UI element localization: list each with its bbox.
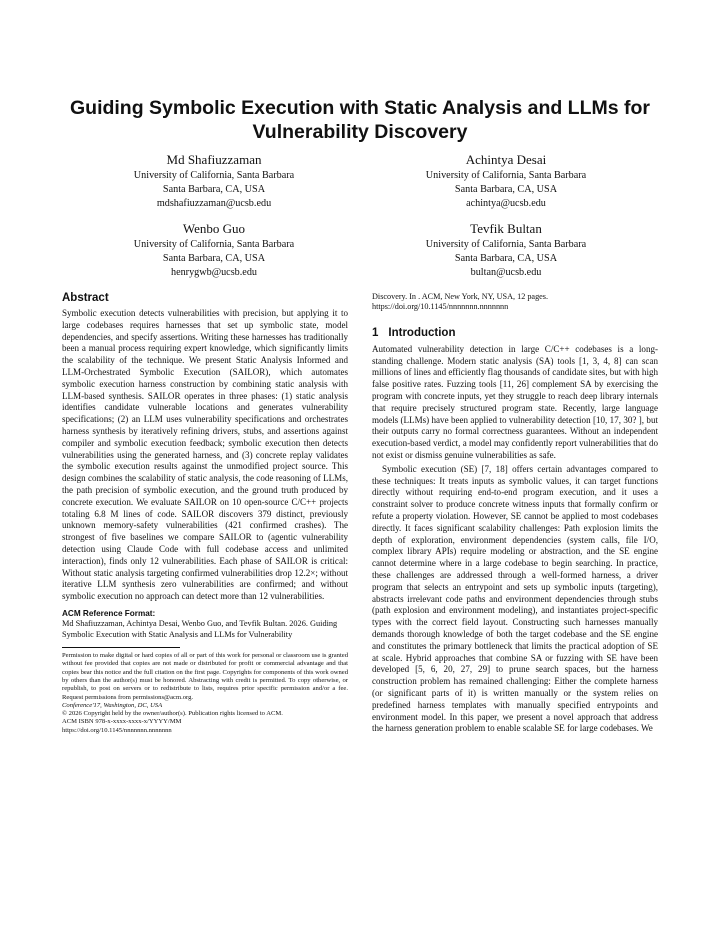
reference-format-heading: ACM Reference Format: xyxy=(62,608,156,618)
author-email: henrygwb@ucsb.edu xyxy=(170,267,258,278)
section-number: 1 xyxy=(372,326,379,339)
conference-line: Conference'17, Washington, DC, USA xyxy=(62,701,163,709)
permission-notice: Permission to make digital or hard copies of all or part of this work for personal or classroom use is granted without fee provided that copies are not made or distributed for profit or commercial advantage and that copies bear this notice and the full citation on the first page. Copyrights for components of this work owned by others than the author(s) must be honored. Abstracting with credit is permitted. To copy otherwise, or republish, to post on servers or to redistribute to lists, requires prior specific permission and/or a fee. Request permissions from permissions@acm.org. xyxy=(62,652,348,701)
author-name: Md Shafiuzzaman xyxy=(166,152,262,167)
author-email: bultan@ucsb.edu xyxy=(470,267,542,278)
author-block xyxy=(84,152,344,211)
section-title: Introduction xyxy=(388,326,456,339)
author-email: mdshafiuzzaman@ucsb.edu xyxy=(156,198,272,209)
right-column xyxy=(372,292,658,735)
author-block xyxy=(376,221,636,280)
abstract-text: Symbolic execution detects vulnerabilities with precision, but applying it to large codebases requires harnesses that set up symbolic state, model dependencies, and specify assertions. Writing these harnesses has traditionally been a manual process requiring expert knowledge, which significantly limits the scalability of the technique. We present Static Analysis Informed and LLM-Orchestrated Symbolic Execution (SAILOR), which automates symbolic execution harness construction by combining static analysis with LLM-based synthesis. SAILOR operates in three phases: (1) static analysis identifies candidate vulnerable locations and generates vulnerability specifications; (2) an LLM uses vulnerability specifications and orchestrates harness synthesis by iteratively refining drivers, stubs, and assertions against compiler and symbolic execution feedback; symbolic execution then detects vulnerabilities using the generated harness, and (3) concrete replay validates the symbolic execution results against the unmodified project source. This design combines the scalability of static analysis, the code reasoning of LLMs, the path precision of symbolic execution, and the ground truth produced by concrete execution. We evaluate SAILOR on 10 open-source C/C++ projects totaling 6.8 M lines of code. SAILOR discovers 379 distinct, previously unknown memory-safety vulnerabilities (421 confirmed crashes). The strongest of five baselines we compare SAILOR to (agentic vulnerability detection using Claude Code with full codebase access and unlimited interaction), finds only 12 vulnerabilities. Each phase of SAILOR is critical: Without static analysis targeting confirmed vulnerabilities drop 12.2×; without iterative LLM synthesis zero vulnerabilities are confirmed; and without symbolic execution no approach can detect more than 12 vulnerabilities. xyxy=(62,308,348,602)
author-location: Santa Barbara, CA, USA xyxy=(454,253,558,264)
abstract-heading: Abstract xyxy=(62,292,109,304)
author-name: Tevfik Bultan xyxy=(470,221,542,236)
reference-format-text: Md Shafiuzzaman, Achintya Desai, Wenbo Guo, and Tevfik Bultan. 2026. Guiding Symbolic Execution with Static Analysis and LLMs for Vulnerability xyxy=(62,618,338,639)
paper-title: Guiding Symbolic Execution with Static Analysis and LLMs for Vulnerability Discovery xyxy=(69,97,651,143)
intro-paragraph-1: Automated vulnerability detection in large C/C++ codebases is a long-standing challenge. Modern static analysis (SA) tools [1, 3, 4, 8] can scan millions of lines and efficiently flag thousands of candidate sites, but with high false positive rates. Fuzzing tools [11, 26] complement SA by exercising the program with concrete inputs, yet they struggle to reach deep library internals that require precisely structured program state. Recently, large language models (LLMs) have been applied to vulnerability detection [10, 17, 30? ], but their outputs carry no formal correctness guarantees. Without an independent execution-based verdict, a model may confidently report vulnerabilities that do not exist or dismiss genuine vulnerabilities as safe. xyxy=(372,343,659,460)
author-affiliation: University of California, Santa Barbara xyxy=(133,239,295,250)
author-location: Santa Barbara, CA, USA xyxy=(162,253,266,264)
copyright-line: © 2026 Copyright held by the owner/author(s). Publication rights licensed to ACM. xyxy=(62,710,283,718)
left-column xyxy=(62,292,348,735)
author-affiliation: University of California, Santa Barbara xyxy=(133,170,295,181)
footnote-rule xyxy=(62,647,180,648)
author-location: Santa Barbara, CA, USA xyxy=(454,184,558,195)
author-name: Achintya Desai xyxy=(465,152,547,167)
author-block xyxy=(84,221,344,280)
doi-link[interactable]: https://doi.org/10.1145/nnnnnnn.nnnnnnn xyxy=(62,726,172,734)
author-affiliation: University of California, Santa Barbara xyxy=(425,170,587,181)
reference-format-continued: Discovery. In . ACM, New York, NY, USA, 12 pages. https://doi.org/10.1145/nnnnnnn.nnnnnnn xyxy=(372,292,549,312)
section-heading-introduction xyxy=(372,327,658,339)
intro-paragraph-2: Symbolic execution (SE) [7, 18] offers certain advantages compared to these techniques: It treats inputs as symbolic values, it can target functions directly without requiring end-to-end program execution, and it uses a constraint solver to produce concrete witness inputs that formally confirm or refute a property violation. However, SE cannot be applied to most codebases directly. It faces significant scalability challenges: Path explosion limits the depth of exploration, environment dependencies (system calls, file I/O, complex library APIs) require modeling or abstraction, and the SE engine cannot determine where in a large codebase to begin searching. In practice, these challenges are addressed through a well-formed harness, a driver program that selects an entrypoint and sets up symbolic inputs (targeting), abstracts irrelevant code paths and environment dependencies through stubs (path explosion and environment modeling), and instantiates project-specific types with the correct field layout. Constructing such harnesses manually demands thorough knowledge of both the target codebase and the SE engine and constitutes the primary bottleneck that limits the practical adoption of SE at scale. Hybrid approaches that combine SA or fuzzing with SE have been developed [5, 6, 20, 27, 29] to prune search spaces, but the harness construction problem has remained challenging: Either the complete harness (or significant parts of it) is written manually or the system relies on predefined harness templates with manually specified entrypoints and environment model. In this paper, we present a novel approach that address the harness generation problem to enable scalable SE for large codebases. We xyxy=(372,463,658,734)
author-location: Santa Barbara, CA, USA xyxy=(162,184,266,195)
author-block xyxy=(376,152,636,211)
author-affiliation: University of California, Santa Barbara xyxy=(425,239,587,250)
author-email: achintya@ucsb.edu xyxy=(466,198,546,209)
author-name: Wenbo Guo xyxy=(182,221,246,236)
isbn-line: ACM ISBN 978-x-xxxx-xxxx-x/YYYY/MM xyxy=(62,718,182,726)
